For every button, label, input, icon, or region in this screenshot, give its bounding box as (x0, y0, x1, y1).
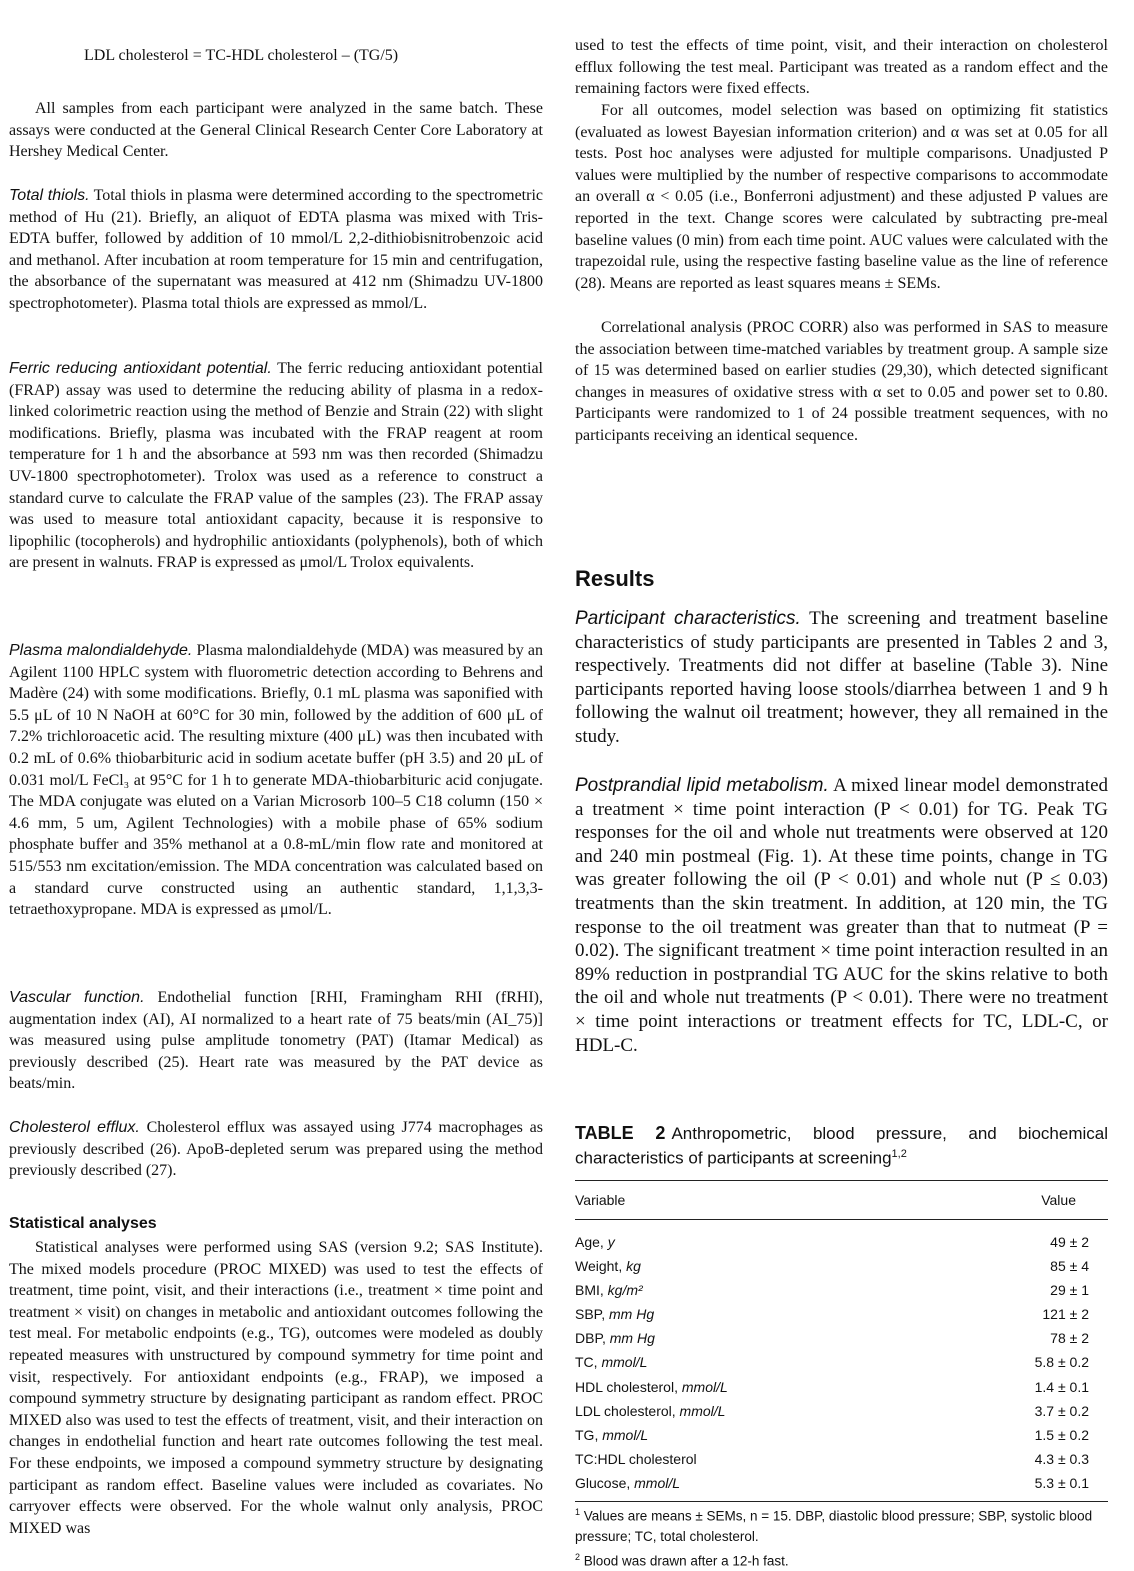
mda-paragraph (9, 640, 543, 921)
table-row (575, 1350, 1108, 1374)
row-unit: kg (626, 1258, 641, 1274)
row-variable (575, 1423, 648, 1447)
row-variable-name: Glucose, (575, 1475, 630, 1491)
table-caption-text: Anthropometric, blood pressure, and biochemical characteristics of participants at screening (575, 1124, 1108, 1168)
mda-lead: Plasma malondialdehyde. (9, 642, 192, 659)
frap-text: The ferric reducing antioxidant potential (FRAP) assay was used to determine the reducing ability of plasma in a redox-linked colorimetric reaction using the method of Benzie and Strain (22) with slight modifications. Briefly, plasma was incubated with the FRAP reagent at room temperature for 1 h and the absorbance at 593 nm was then recorded (Shimadzu UV-1800 spectrophotometer). Trolox was used as a reference to construct a standard curve to calculate the FRAP value of the samples (23). The FRAP assay was used to measure total antioxidant capacity, because it is responsive to lipophilic (tocopherols) and hydrophilic antioxidants (polyphenols), both of which are present in walnuts. FRAP is expressed as μmol/L Trolox equivalents. (9, 360, 543, 571)
row-unit: mmol/L (680, 1403, 726, 1419)
table-label: TABLE 2 (575, 1123, 665, 1143)
table-body (575, 1220, 1108, 1502)
row-variable-name: HDL cholesterol, (575, 1379, 678, 1395)
table-header (575, 1180, 1108, 1220)
row-variable-name: Weight, (575, 1258, 622, 1274)
footnote-1 (575, 1502, 1108, 1547)
row-unit: mmol/L (682, 1379, 728, 1395)
row-variable (575, 1471, 680, 1495)
thiols-paragraph (9, 185, 543, 315)
row-unit: mm Hg (610, 1330, 655, 1346)
vascular-lead: Vascular function. (9, 989, 145, 1006)
frap-paragraph (9, 358, 543, 574)
table-row (575, 1230, 1108, 1254)
table-caption (575, 1123, 1108, 1169)
table-row (575, 1447, 1108, 1471)
row-variable-name: TC, (575, 1354, 598, 1370)
row-variable (575, 1447, 697, 1471)
vascular-text: Endothelial function [RHI, Framingham RHI (fRHI), augmentation index (AI), AI normalized to a heart rate of 75 beats/min (AI_75)] was measured using pulse amplitude tonometry (PAT) (Itamar Medical) as previously described (25). Heart rate was measured by the PAT device as beats/min. (9, 989, 543, 1092)
row-variable (575, 1350, 647, 1374)
footnote-2-text: Blood was drawn after a 12-h fast. (584, 1553, 789, 1568)
row-unit: mmol/L (634, 1475, 680, 1491)
table-row (575, 1254, 1108, 1278)
row-variable-name: DBP, (575, 1330, 606, 1346)
row-unit: mm Hg (609, 1306, 654, 1322)
row-value: 1.4 ± 0.1 (1035, 1375, 1108, 1399)
thiols-text: Total thiols in plasma were determined according to the spectrometric method of Hu (21). Briefly, an aliquot of EDTA plasma was mixed with Tris-EDTA buffer, followed by addition of 10 mmol/L 2,2-dithiobisnitrobenzoic acid and methanol. After incubation at room temperature for 15 min and centrifugation, the absorbance of the supernatant was measured at 412 nm (Shimadzu UV-1800 spectrophotometer). Plasma total thiols are expressed as mmol/L. (9, 187, 543, 312)
row-unit: mmol/L (601, 1354, 647, 1370)
statistics-paragraph: Statistical analyses were performed using SAS (version 9.2; SAS Institute). The mixed models procedure (PROC MIXED) was used to test the effects of treatment, time point, visit, and their interactions (i.e., treatment × time point and treatment × visit) on changes in metabolic and antioxidant outcomes following the test meal. For metabolic endpoints (e.g., TG), outcomes were modeled as doubly repeated measures with unstructured by compound symmetry for time point and visit, respectively. For antioxidant endpoints (e.g., FRAP), we imposed a compound symmetry structure by designating participant as random effect. PROC MIXED also was used to test the effects of treatment, visit, and their interaction on changes in endothelial function and heart rate outcomes following the test meal. For these endpoints, we imposed a compound symmetry structure by designating participant as random effect. Baseline values were included as covariates. No carryover effects were observed. For the whole walnut only analysis, PROC MIXED was (9, 1237, 543, 1539)
table-caption-sup: 1,2 (892, 1148, 907, 1160)
statistical-analyses-heading: Statistical analyses (9, 1215, 157, 1233)
row-value: 1.5 ± 0.2 (1035, 1423, 1108, 1447)
row-variable-name: LDL cholesterol, (575, 1403, 676, 1419)
row-value: 85 ± 4 (1050, 1254, 1108, 1278)
table-row (575, 1302, 1108, 1326)
table-row (575, 1423, 1108, 1447)
col-value: Value (1041, 1192, 1108, 1208)
mda-text: Plasma malondialdehyde (MDA) was measured by an Agilent 1100 HPLC system with fluorometric detection according to Behrens and Madère (24) with some modifications. Briefly, 0.1 mL plasma was saponified with 5.5 μL of 10 N NaOH at 60°C for 30 min, followed by the addition of 600 μL of 7.2% trichloroacetic acid. The resulting mixture (400 μL) was then incubated with 0.2 mL of 0.6% thiobarbituric acid in sodium acetate buffer (pH 3.5) and 20 μL of 0.031 mol/L FeCl₃ at 95°C for 1 h to generate MDA-thiobarbituric acid conjugate. The MDA conjugate was eluted on a Varian Microsorb 100–5 C18 column (150 × 4.6 mm, 5 um, Agilent Technologies) with a mobile phase of 65% sodium phosphate buffer and 35% methanol at a 0.8-mL/min flow rate and monitored at 515/553 nm excitation/emission. The MDA concentration was calculated based on a standard curve constructed using an authentic standard, 1,1,3,3-tetraethoxypropane. MDA is expressed as μmol/L. (9, 642, 543, 918)
efflux-paragraph (9, 1117, 543, 1182)
row-value: 5.8 ± 0.2 (1035, 1350, 1108, 1374)
row-value: 4.3 ± 0.3 (1035, 1447, 1108, 1471)
row-variable-name: SBP, (575, 1306, 605, 1322)
efflux-lead: Cholesterol efflux. (9, 1119, 140, 1136)
ldl-equation: LDL cholesterol = TC-HDL cholesterol – (TG/5) (84, 47, 398, 65)
row-value: 5.3 ± 0.1 (1035, 1471, 1108, 1495)
row-variable-name: BMI, (575, 1282, 604, 1298)
footnote-1-mark: 1 (575, 1507, 580, 1517)
row-variable (575, 1399, 725, 1423)
participant-text: The screening and treatment baseline characteristics of study participants are presented in Tables 2 and 3, respectively. Treatments did not differ at baseline (Table 3). Nine participants reported having loose stools/diarrhea between 1 and 9 h following the walnut oil treatment; however, they all remained in the study. (575, 608, 1108, 747)
frap-lead: Ferric reducing antioxidant potential. (9, 360, 272, 377)
characteristics-table (575, 1180, 1108, 1502)
row-unit: mmol/L (602, 1427, 648, 1443)
row-variable (575, 1375, 728, 1399)
footnote-1-text: Values are means ± SEMs, n = 15. DBP, diastolic blood pressure; SBP, systolic blood pressure; TC, total cholesterol. (575, 1509, 1092, 1544)
row-variable (575, 1326, 655, 1350)
row-variable-name: Age, (575, 1234, 604, 1250)
participant-lead: Participant characteristics. (575, 608, 801, 629)
row-variable (575, 1302, 654, 1326)
batch-paragraph: All samples from each participant were analyzed in the same batch. These assays were conducted at the General Clinical Research Center Core Laboratory at Hershey Medical Center. (9, 98, 543, 163)
model-selection-paragraph: For all outcomes, model selection was based on optimizing fit statistics (evaluated as lowest Bayesian information criterion) and α was set at 0.05 for all tests. Post hoc analyses were adjusted for multiple comparisons. Unadjusted P values were multiplied by the number of respective comparisons to accommodate an overall α < 0.05 (i.e., Bonferroni adjustment) and these adjusted P values are reported in the text. Change scores were calculated by subtracting pre-meal baseline values (0 min) from each time point. AUC values were calculated with the trapezoidal rule, using the respective fasting baseline value as the line of reference (28). Means are reported as least squares means ± SEMs. (575, 100, 1108, 294)
row-unit: y (608, 1234, 615, 1250)
row-value: 3.7 ± 0.2 (1035, 1399, 1108, 1423)
continued-paragraph: used to test the effects of time point, visit, and their interaction on cholesterol efflux following the test meal. Participant was treated as a random effect and the remaining factors were fixed effects. (575, 35, 1108, 100)
efflux-text: Cholesterol efflux was assayed using J774 macrophages as previously described (26). ApoB-depleted serum was prepared using the method previously described (27). (9, 1119, 543, 1179)
footnote-2 (575, 1547, 1108, 1571)
col-variable: Variable (575, 1192, 625, 1208)
lipid-paragraph (575, 774, 1108, 1057)
participant-paragraph (575, 607, 1108, 749)
row-value: 78 ± 2 (1050, 1326, 1108, 1350)
row-variable (575, 1230, 615, 1254)
table-footnotes (575, 1502, 1108, 1571)
row-variable (575, 1254, 641, 1278)
row-value: 29 ± 1 (1050, 1278, 1108, 1302)
lipid-text: A mixed linear model demonstrated a treatment × time point interaction (P < 0.01) for TG. Peak TG responses for the oil and whole nut treatments were observed at 120 and 240 min postmeal (Fig. 1). At these time points, change in TG was greater following the oil (P < 0.01) and whole nut (P ≤ 0.03) treatments than the skin treatment. In addition, at 120 min, the TG response to the oil treatment was greater than that to nutmeat (P = 0.02). The significant treatment × time point interaction resulted in an 89% reduction in postprandial TG AUC for the skins relative to both the oil and whole nut treatments (P < 0.01). There were no treatment × time point interactions or treatment effects for TC, LDL-C, or HDL-C. (575, 775, 1108, 1056)
vascular-paragraph (9, 987, 543, 1095)
lipid-lead: Postprandial lipid metabolism. (575, 775, 829, 796)
row-variable-name: TG, (575, 1427, 598, 1443)
row-variable-name: TC:HDL cholesterol (575, 1451, 697, 1467)
table-row (575, 1326, 1108, 1350)
row-unit: kg/m² (608, 1282, 643, 1298)
results-heading: Results (575, 566, 654, 592)
correlation-paragraph: Correlational analysis (PROC CORR) also was performed in SAS to measure the association between time-matched variables by treatment group. A sample size of 15 was determined based on earlier studies (29,30), which detected significant changes in measures of oxidative stress with α set to 0.05 and power set to 0.80. Participants were randomized to 1 of 24 possible treatment sequences, with no participants receiving an identical sequence. (575, 317, 1108, 447)
table-row (575, 1375, 1108, 1399)
table-row (575, 1471, 1108, 1495)
table-row (575, 1399, 1108, 1423)
row-value: 49 ± 2 (1050, 1230, 1108, 1254)
table-row (575, 1278, 1108, 1302)
thiols-lead: Total thiols. (9, 187, 90, 204)
row-variable (575, 1278, 643, 1302)
row-value: 121 ± 2 (1042, 1302, 1108, 1326)
footnote-2-mark: 2 (575, 1552, 580, 1562)
